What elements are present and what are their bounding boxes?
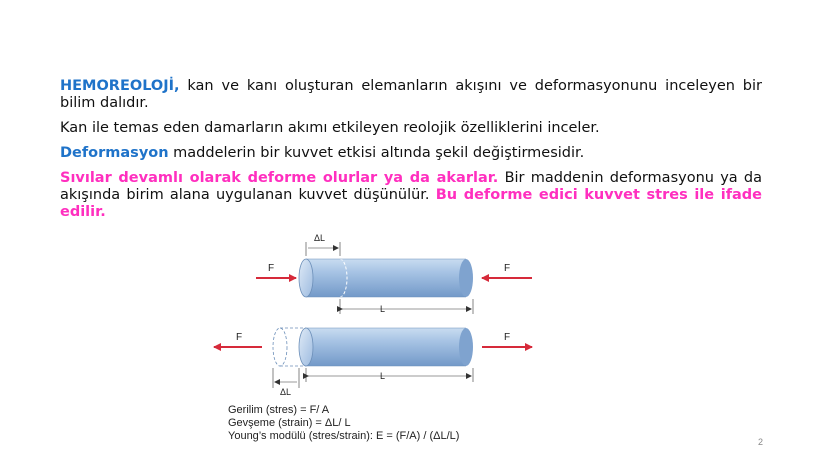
paragraph-reoloji-text: Kan ile temas eden damarların akımı etkileyen reolojik özelliklerini inceler.	[60, 120, 600, 136]
term-hemoreoloji: HEMOREOLOJİ,	[60, 78, 180, 94]
top-force-right-label: F	[504, 263, 511, 274]
highlight-stres: Bu deforme edici kuvvet stres ile ifade edilir.	[60, 187, 763, 220]
formula-strain: Gevşeme (strain) = ΔL/ L	[228, 417, 351, 429]
paragraph-deformasyon	[60, 145, 762, 162]
top-force-left-label: F	[268, 263, 275, 274]
deformation-diagram	[200, 230, 560, 400]
paragraph-sivilar-text: Bir maddenin deformasyonu ya da akışında birim alana uygulanan kuvvet düşünülür.	[60, 170, 762, 203]
stretched-cylinder	[273, 328, 473, 366]
page-number: 2	[758, 437, 764, 447]
body-text	[60, 78, 762, 229]
bottom-length-dimension	[306, 368, 473, 382]
paragraph-hemoreoloji-text: kan ve kanı oluşturan elemanların akışını ve deformasyonunu inceleyen bir bilim dalıdır.	[60, 78, 762, 111]
top-length-dimension	[340, 299, 473, 314]
top-delta-dimension	[306, 233, 340, 256]
paragraph-sivilar	[60, 170, 762, 221]
formula-stress: Gerilim (stres) = F/ A	[228, 404, 330, 416]
bottom-delta-dimension	[273, 368, 299, 397]
highlight-sivilar: Sıvılar devamlı olarak deforme olurlar ya da akarlar.	[60, 170, 499, 186]
top-delta-label: ΔL	[314, 233, 326, 243]
paragraph-deformasyon-text: maddelerin bir kuvvet etkisi altında şekil değiştirmesidir.	[168, 145, 585, 161]
compressed-cylinder	[299, 259, 473, 297]
bottom-force-right-label: F	[504, 332, 511, 343]
formulas	[228, 404, 459, 443]
bottom-force-left-label: F	[236, 332, 243, 343]
formula-youngs-modulus: Young’s modülü (stres/strain): E = (F/A) / (ΔL/L)	[228, 430, 460, 442]
paragraph-hemoreoloji	[60, 78, 762, 112]
term-deformasyon: Deformasyon	[60, 145, 169, 161]
bottom-length-label: L	[380, 371, 386, 381]
bottom-delta-label: ΔL	[280, 387, 292, 397]
paragraph-reoloji	[60, 120, 762, 137]
top-length-label: L	[380, 304, 386, 314]
